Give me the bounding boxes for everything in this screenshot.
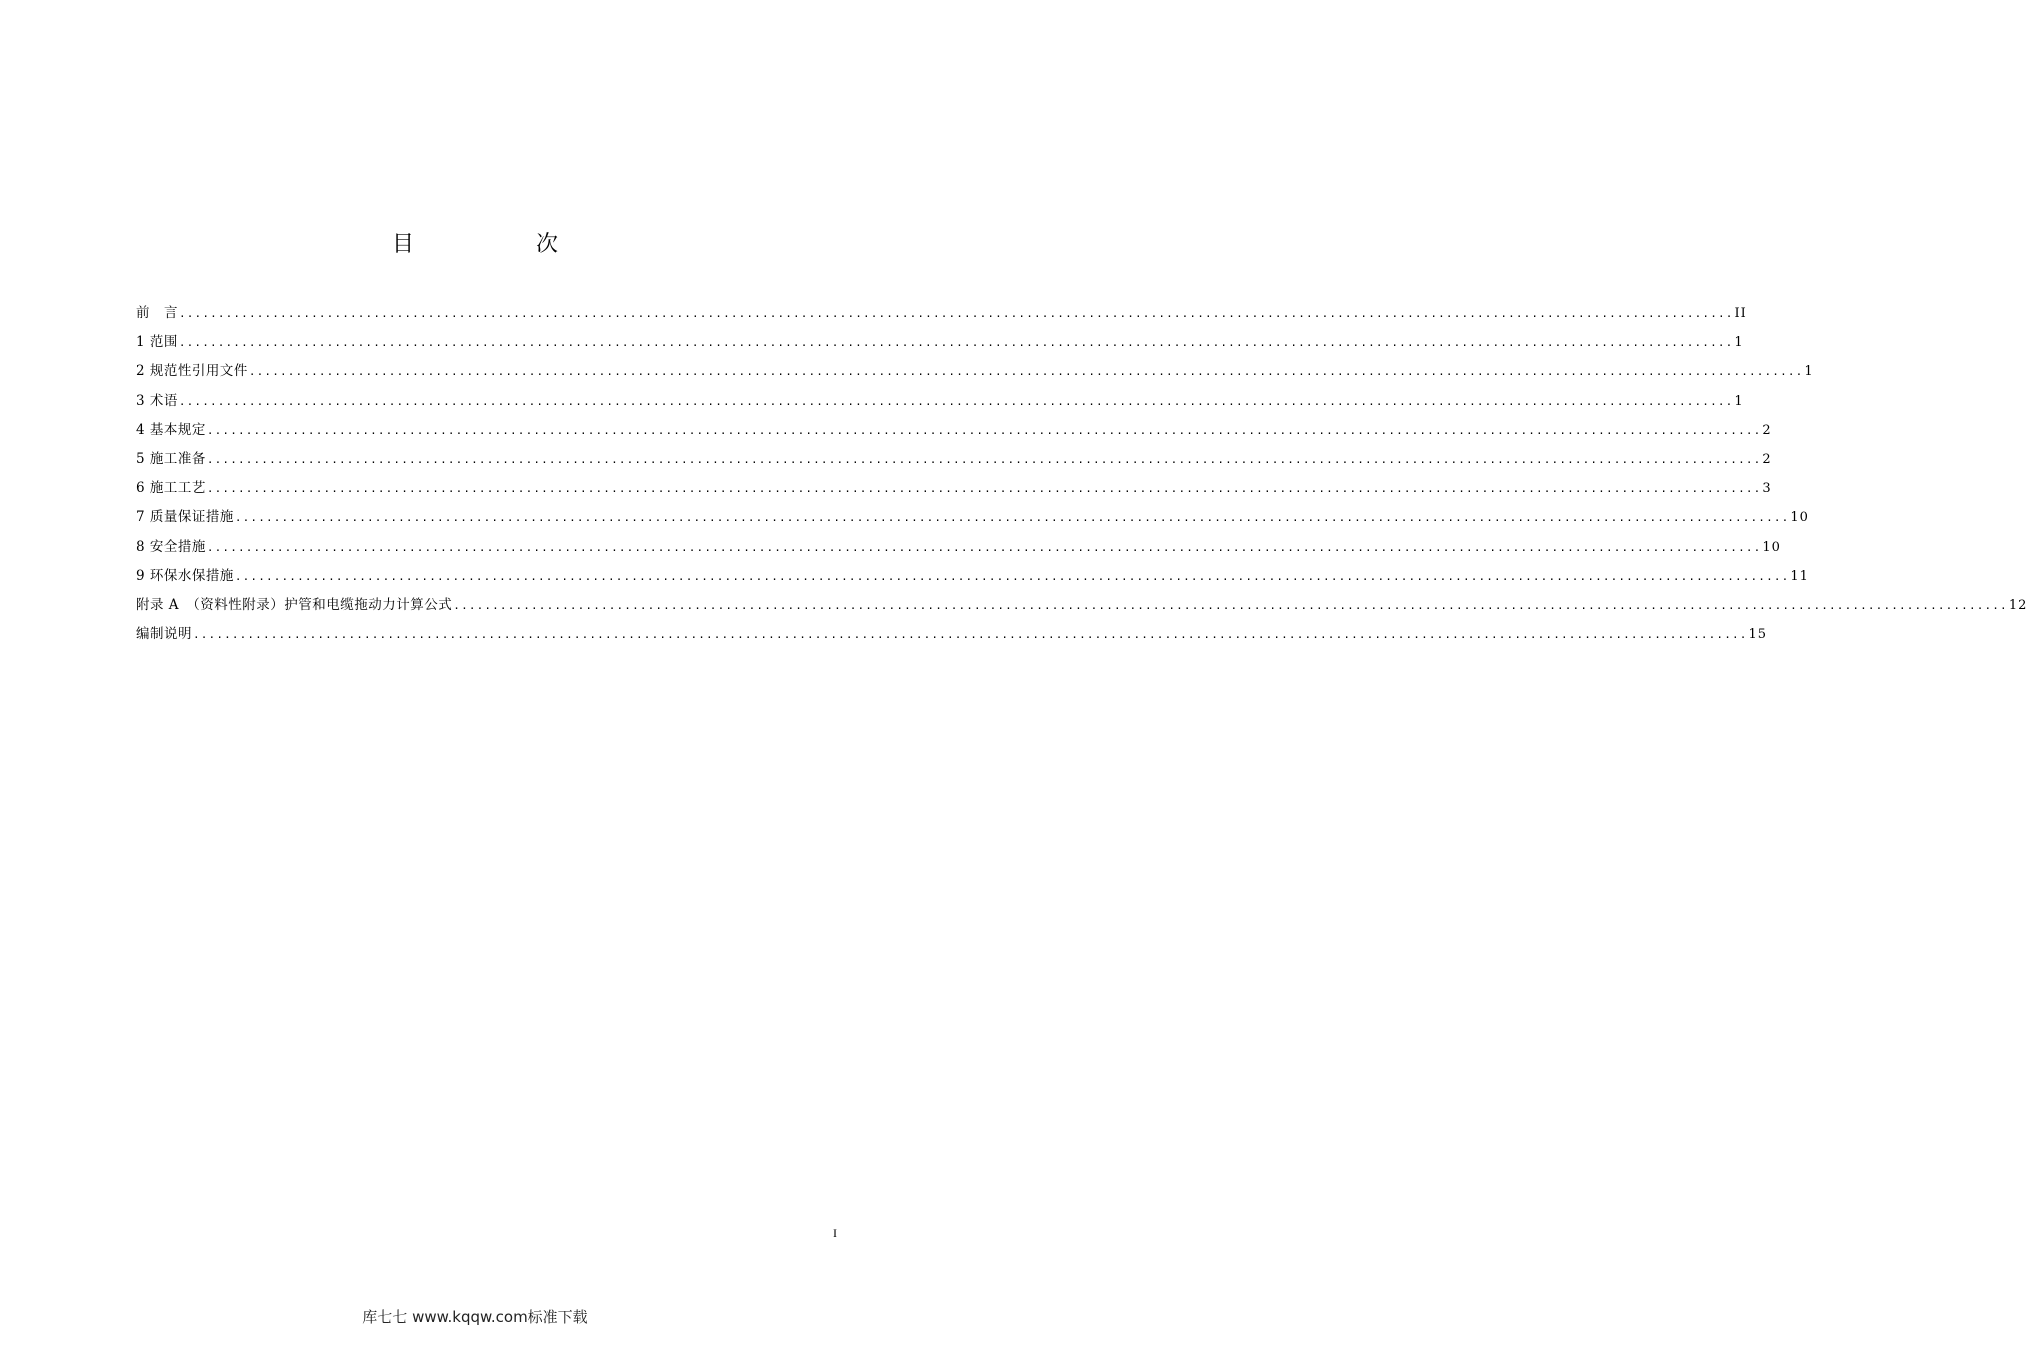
toc-entry-construction-preparation[interactable] xyxy=(136,447,1772,476)
toc-entry-page: 2 xyxy=(1762,422,1772,438)
toc-entry-label: 前 言 xyxy=(136,305,178,321)
toc-leader-dots: ........................................................................................................................................................................................................ xyxy=(178,336,1734,350)
toc-entry-page: 2 xyxy=(1762,451,1772,467)
toc-leader-dots: ........................................................................................................................................................................................................ xyxy=(193,628,1748,642)
toc-entry-label: 6 施工工艺 xyxy=(136,480,206,497)
toc-entry-quality-assurance[interactable] xyxy=(136,505,1809,534)
toc-entry-page: 11 xyxy=(1790,568,1809,584)
toc-entry-safety-measures[interactable] xyxy=(136,535,1781,564)
toc-entry-label: 3 术语 xyxy=(136,392,178,409)
toc-entry-preface[interactable] xyxy=(136,301,1747,330)
toc-entry-page: 10 xyxy=(1790,510,1809,526)
toc-leader-dots: ........................................................................................................................................................................................................ xyxy=(206,482,1762,496)
toc-entry-scope[interactable] xyxy=(136,330,1744,359)
toc-leader-dots: ........................................................................................................................................................................................................ xyxy=(453,598,2008,612)
toc-entry-page: 15 xyxy=(1748,627,1768,643)
toc-entry-label: 2 规范性引用文件 xyxy=(136,363,248,380)
toc-entry-page: 10 xyxy=(1762,539,1781,555)
toc-entry-label: 9 环保水保措施 xyxy=(136,567,234,584)
toc-leader-dots: ........................................................................................................................................................................................................ xyxy=(206,540,1762,554)
toc-entry-compilation-notes[interactable] xyxy=(136,622,1768,651)
toc-leader-dots: ........................................................................................................................................................................................................ xyxy=(206,452,1762,466)
page-number: I xyxy=(833,1226,837,1240)
toc-entry-page: 1 xyxy=(1734,393,1744,409)
toc-entry-construction-process[interactable] xyxy=(136,476,1772,505)
toc-entry-page: 12 xyxy=(2008,597,2027,613)
toc-leader-dots: ........................................................................................................................................................................................................ xyxy=(179,307,1734,320)
toc-entry-label: 编制说明 xyxy=(136,626,192,643)
toc-entry-page: 1 xyxy=(1804,364,1814,380)
watermark-footer: 库七七 www.kqqw.com标准下载 xyxy=(362,1308,588,1326)
toc-entry-label: 5 施工准备 xyxy=(136,450,206,467)
toc-entry-appendix-a[interactable] xyxy=(136,593,2027,622)
toc-entry-label: 4 基本规定 xyxy=(136,421,206,438)
toc-entry-label: 附录 A （资料性附录）护管和电缆拖动力计算公式 xyxy=(136,596,453,613)
toc-leader-dots: ........................................................................................................................................................................................................ xyxy=(234,511,1790,525)
toc-leader-dots: ........................................................................................................................................................................................................ xyxy=(234,569,1790,583)
toc-leader-dots: ........................................................................................................................................................................................................ xyxy=(206,423,1762,437)
table-of-contents xyxy=(136,301,2027,651)
toc-entry-label: 8 安全措施 xyxy=(136,538,206,555)
toc-title: 目 次 xyxy=(391,232,608,257)
toc-entry-label: 1 范围 xyxy=(136,334,178,351)
toc-entry-terms[interactable] xyxy=(136,389,1744,418)
toc-entry-page: 1 xyxy=(1734,335,1744,351)
toc-entry-page: 3 xyxy=(1762,481,1772,497)
toc-leader-dots: ........................................................................................................................................................................................................ xyxy=(178,394,1734,408)
toc-entry-basic-provisions[interactable] xyxy=(136,418,1772,447)
toc-entry-label: 7 质量保证措施 xyxy=(136,509,234,526)
toc-entry-normative-references[interactable] xyxy=(136,359,1814,388)
toc-entry-environmental-measures[interactable] xyxy=(136,564,1809,593)
toc-entry-page: II xyxy=(1734,306,1747,321)
toc-leader-dots: ........................................................................................................................................................................................................ xyxy=(248,365,1804,379)
